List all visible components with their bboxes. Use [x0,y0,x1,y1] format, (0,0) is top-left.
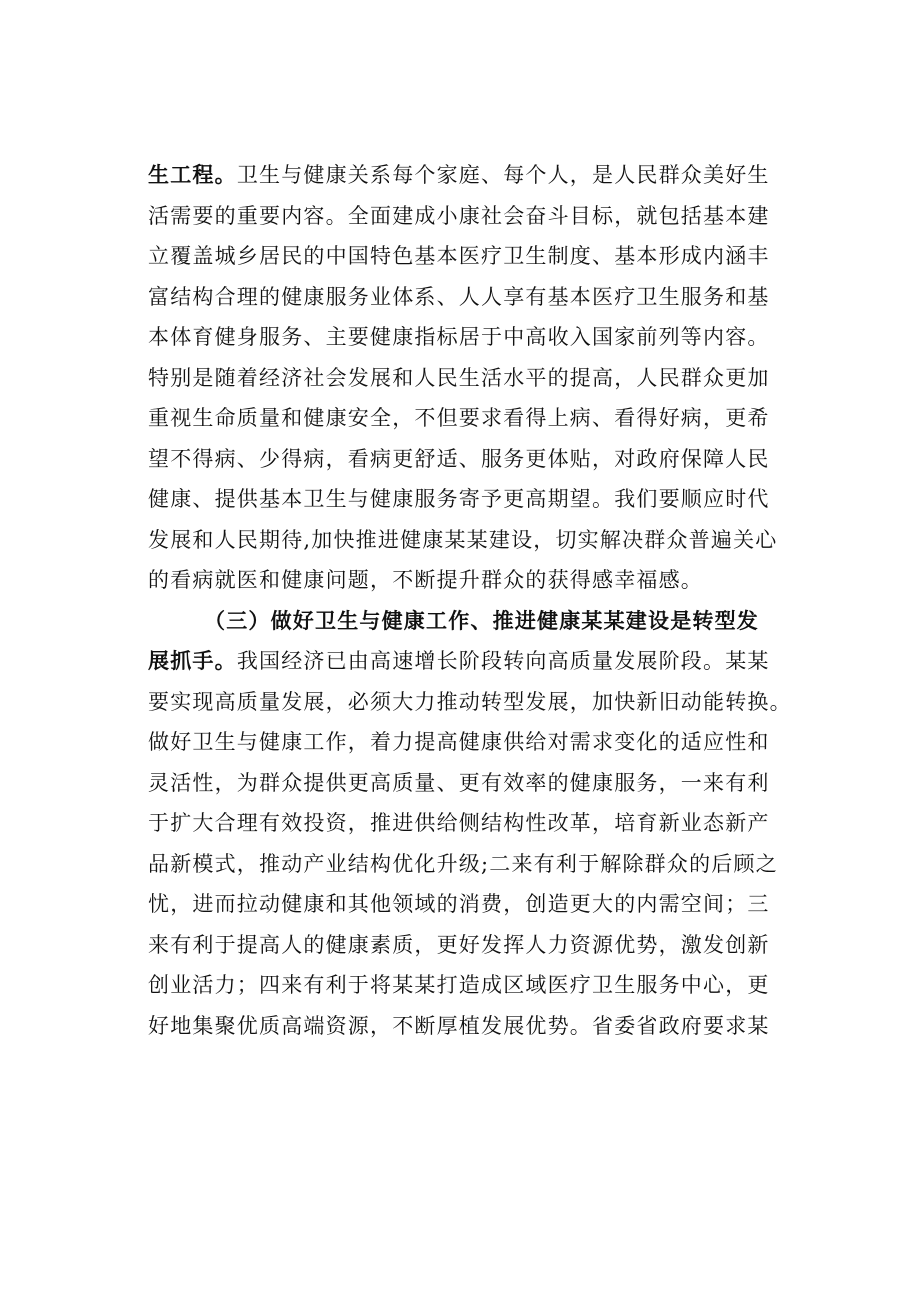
text-run: 于扩大合理有效投资，推进供给侧结构性改革，培育新业态新产 [148,811,770,835]
text-line [148,763,808,804]
text-line [148,317,808,358]
text-run: 富结构合理的健康服务业体系、人人享有基本医疗卫生服务和基 [148,284,770,309]
text-line [148,398,808,439]
text-line [148,155,808,196]
text-line [148,358,808,399]
text-run: 活需要的重要内容。全面建成小康社会奋斗目标，就包括基本建 [148,203,770,228]
text-line [148,722,808,763]
bold-run: （三）做好卫生与健康工作、推进健康某某建设是转型发 [204,607,759,633]
text-run: 我国经济已由高速增长阶段转向高质量发展阶段。某某 [236,649,770,673]
text-run: 健康、提供基本卫生与健康服务寄予更高期望。我们要顺应时代 [148,487,770,511]
text-line [148,439,808,480]
text-line [148,277,808,318]
text-run: 卫生与健康关系每个家庭、每个人，是人民群众美好生 [236,163,770,187]
text-line [148,965,808,1006]
text-run: 好地集聚优质高端资源，不断厚植发展优势。省委省政府要求某 [148,1013,770,1038]
text-run: 做好卫生与健康工作，着力提高健康供给对需求变化的适应性和 [148,730,770,754]
text-run: 品新模式，推动产业结构优化升级;二来有利于解除群众的后顾之 [148,851,778,876]
text-line [148,479,808,520]
text-line [148,196,808,237]
text-run: 的看病就医和健康问题，不断提升群众的获得感幸福感。 [148,568,703,592]
text-line [148,803,808,844]
text-run: 重视生命质量和健康安全，不但要求看得上病、看得好病，更希 [148,406,770,430]
text-run: 要实现高质量发展，必须大力推动转型发展，加快新旧动能转换。 [148,689,792,714]
text-run: 发展和人民期待,加快推进健康某某建设，切实解决群众普遍关心 [148,527,778,552]
text-run: 灵活性，为群众提供更高质量、更有效率的健康服务，一来有利 [148,770,770,795]
text-line [148,925,808,966]
body-text [148,155,808,1046]
text-run: 忧，进而拉动健康和其他领域的消费，创造更大的内需空间；三 [148,892,770,916]
text-line [148,1006,808,1047]
bold-run: 展抓手。 [148,648,237,673]
text-run: 本体育健身服务、主要健康指标居于中高收入国家前列等内容。 [148,325,770,349]
text-line [148,844,808,885]
text-line [148,682,808,723]
text-run: 立覆盖城乡居民的中国特色基本医疗卫生制度、基本形成内涵丰 [148,244,770,268]
text-line [148,884,808,925]
bold-run: 生工程。 [148,162,237,187]
text-run: 特别是随着经济社会发展和人民生活水平的提高，人民群众更加 [148,365,770,390]
text-line [148,560,808,601]
text-line [148,520,808,561]
text-run: 创业活力；四来有利于将某某打造成区域医疗卫生服务中心，更 [148,973,770,997]
section-heading-line [148,601,808,642]
text-run: 来有利于提高人的健康素质，更好发挥人力资源优势，激发创新 [148,932,770,957]
text-line [148,236,808,277]
text-run: 望不得病、少得病，看病更舒适、服务更体贴，对政府保障人民 [148,446,770,471]
text-line [148,641,808,682]
